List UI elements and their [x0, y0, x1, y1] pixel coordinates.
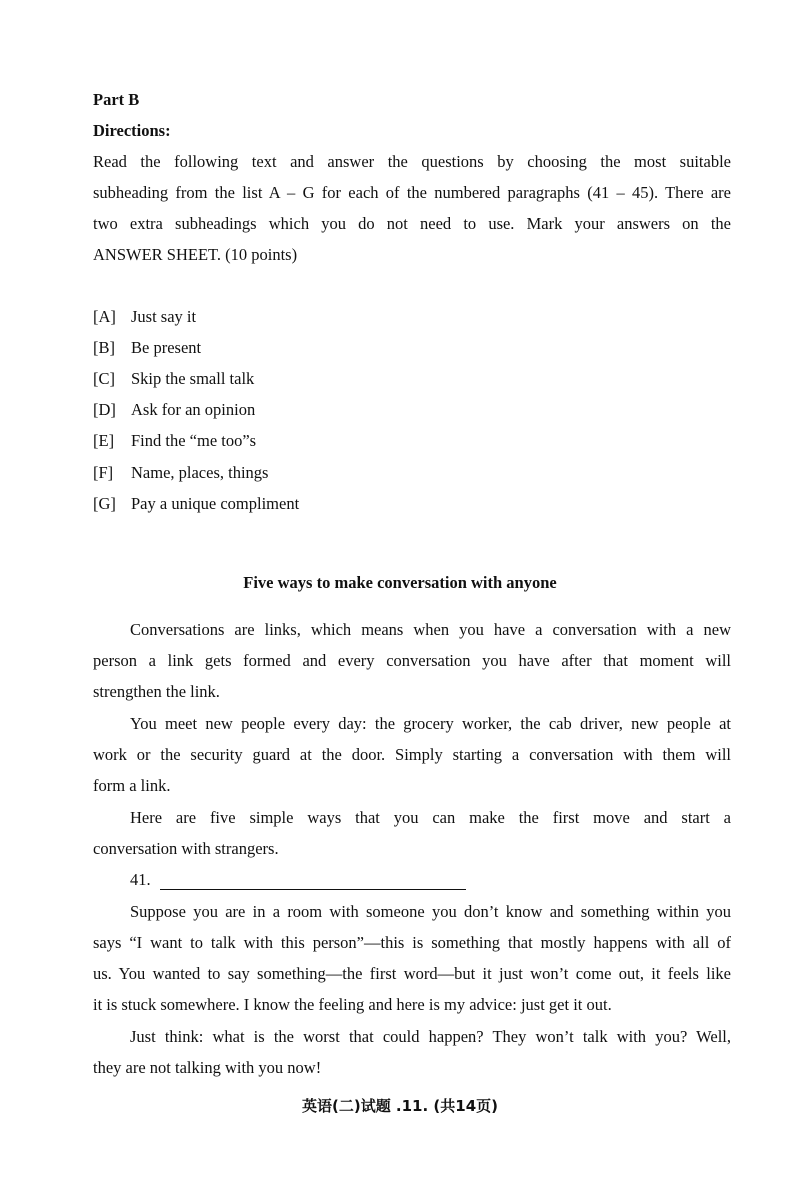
option-e: [E] Find the “me too”s [93, 431, 257, 450]
paragraph-line: Just think: what is the worst that could happen? They won’t talk with you? Well, [130, 1027, 731, 1046]
answer-blank[interactable] [160, 889, 466, 890]
paragraph-line: You meet new people every day: the grocery worker, the cab driver, new people at [130, 714, 731, 733]
paragraph-line: they are not talking with you now! [93, 1058, 322, 1077]
option-f: [F] Name, places, things [93, 463, 269, 482]
directions-line: subheading from the list A – G for each of the numbered paragraphs (41 – 45). There are [93, 183, 731, 202]
page-footer: 英语(二)试题 .11. (共14页) [301, 1097, 498, 1115]
option-d: [D] Ask for an opinion [93, 400, 256, 419]
option-b: [B] Be present [93, 338, 202, 357]
paragraph-line: conversation with strangers. [93, 839, 279, 858]
paragraph-line: work or the security guard at the door. Simply starting a conversation with them will [93, 745, 731, 764]
option-g: [G] Pay a unique compliment [93, 494, 300, 513]
directions-line: Read the following text and answer the questions by choosing the most suitable [93, 152, 731, 171]
paragraph-line: us. You wanted to say something—the first word—but it just won’t come out, it feels like [93, 964, 731, 983]
directions-label: Directions: [93, 121, 171, 140]
directions-line: two extra subheadings which you do not need to use. Mark your answers on the [93, 214, 731, 233]
option-c: [C] Skip the small talk [93, 369, 255, 388]
option-a: [A] Just say it [93, 307, 197, 326]
question-number: 41. [130, 870, 151, 889]
directions-line: ANSWER SHEET. (10 points) [93, 245, 298, 264]
paragraph-line: form a link. [93, 776, 171, 795]
article-title: Five ways to make conversation with anyone [243, 573, 557, 592]
paragraph-line: Conversations are links, which means when you have a conversation with a new [130, 620, 731, 639]
part-heading: Part B [93, 90, 140, 109]
paragraph-line: Suppose you are in a room with someone you don’t know and something within you [130, 902, 731, 921]
paragraph-line: person a link gets formed and every conversation you have after that moment will [93, 651, 731, 670]
paragraph-line: it is stuck somewhere. I know the feeling and here is my advice: just get it out. [93, 995, 612, 1014]
paragraph-line: strengthen the link. [93, 682, 220, 701]
paragraph-line: Here are five simple ways that you can make the first move and start a [130, 808, 731, 827]
paragraph-line: says “I want to talk with this person”—this is something that mostly happens with all of [93, 933, 731, 952]
